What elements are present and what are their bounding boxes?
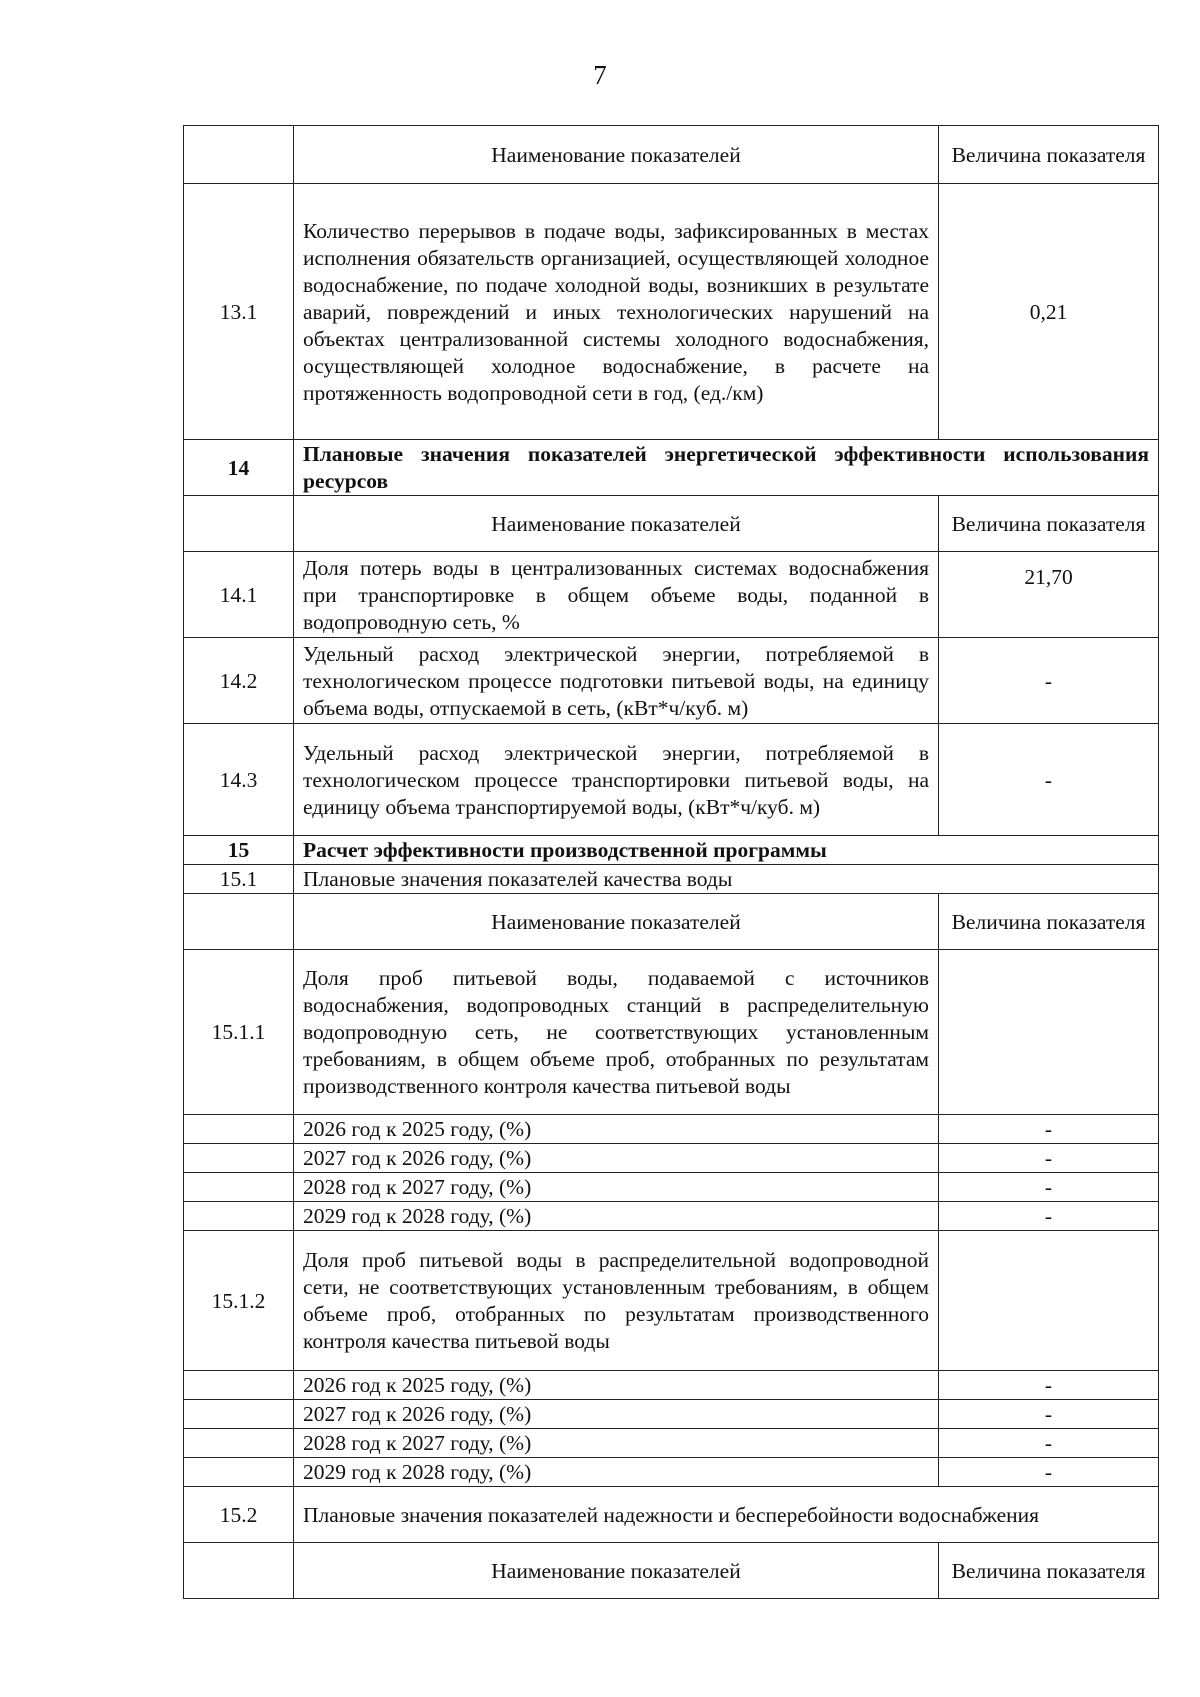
table-row: [184, 638, 1159, 724]
row-text: Доля проб питьевой воды, подаваемой с источников водоснабжения, водопроводных станций в распределительную водопроводную сеть, не соответствующих установленным требованиям, в общем объеме проб, отобранных по результатам производственного контроля качества питьевой воды: [294, 950, 939, 1115]
table-row: [184, 950, 1159, 1115]
year-row: [184, 1458, 1159, 1487]
table-row: [184, 184, 1159, 440]
table-row: [184, 1231, 1159, 1371]
header-value: Величина показателя: [939, 126, 1159, 184]
header-num-cell: [184, 496, 294, 552]
year-num-cell: [184, 1458, 294, 1487]
table-header-row: [184, 496, 1159, 552]
subsection-row: [184, 1487, 1159, 1543]
year-label: 2028 год к 2027 году, (%): [294, 1429, 939, 1458]
header-label: Наименование показателей: [294, 1543, 939, 1599]
year-num-cell: [184, 1115, 294, 1144]
section-title: Плановые значения показателей энергетической эффективности использования ресурсов: [294, 440, 1159, 496]
year-row: [184, 1371, 1159, 1400]
header-label: Наименование показателей: [294, 496, 939, 552]
table-header-row: [184, 126, 1159, 184]
year-value: -: [939, 1371, 1159, 1400]
year-row: [184, 1173, 1159, 1202]
section-number: 14: [184, 440, 294, 496]
header-value: Величина показателя: [939, 894, 1159, 950]
header-value: Величина показателя: [939, 496, 1159, 552]
section-title: Расчет эффективности производственной программы: [294, 836, 1159, 865]
section-row: [184, 440, 1159, 496]
subsection-title: Плановые значения показателей качества воды: [294, 865, 1159, 894]
year-value: -: [939, 1400, 1159, 1429]
header-label: Наименование показателей: [294, 126, 939, 184]
row-number: 15.1.1: [184, 950, 294, 1115]
subsection-title: Плановые значения показателей надежности и бесперебойности водоснабжения: [294, 1487, 1159, 1543]
year-label: 2028 год к 2027 году, (%): [294, 1173, 939, 1202]
year-num-cell: [184, 1429, 294, 1458]
year-num-cell: [184, 1173, 294, 1202]
year-value: -: [939, 1173, 1159, 1202]
section-number: 15: [184, 836, 294, 865]
year-row: [184, 1115, 1159, 1144]
year-num-cell: [184, 1202, 294, 1231]
row-text: Количество перерывов в подаче воды, зафиксированных в местах исполнения обязательств организацией, осуществляющей холодное водоснабжение, по подаче холодной воды, возникших в результате аварий, повреждений и иных технологических нарушений на объектах централизованной системы холодного водоснабжения, осуществляющей холодное водоснабжение, в расчете на протяженность водопроводной сети в год, (ед./км): [294, 184, 939, 440]
row-text: Удельный расход электрической энергии, потребляемой в технологическом процессе транспортировки питьевой воды, на единицу объема транспортируемой воды, (кВт*ч/куб. м): [294, 724, 939, 836]
year-num-cell: [184, 1371, 294, 1400]
year-row: [184, 1144, 1159, 1173]
subsection-number: 15.2: [184, 1487, 294, 1543]
year-label: 2026 год к 2025 году, (%): [294, 1115, 939, 1144]
year-value: -: [939, 1144, 1159, 1173]
row-number: 14.2: [184, 638, 294, 724]
year-row: [184, 1429, 1159, 1458]
row-text: Доля проб питьевой воды в распределительной водопроводной сети, не соответствующих установленным требованиям, в общем объеме проб, отобранных по результатам производственного контроля качества питьевой воды: [294, 1231, 939, 1371]
year-label: 2026 год к 2025 году, (%): [294, 1371, 939, 1400]
row-text: Доля потерь воды в централизованных системах водоснабжения при транспортировке в общем объеме воды, поданной в водопроводную сеть, %: [294, 552, 939, 638]
year-label: 2029 год к 2028 году, (%): [294, 1458, 939, 1487]
year-label: 2027 год к 2026 году, (%): [294, 1144, 939, 1173]
row-number: 14.1: [184, 552, 294, 638]
section-row: [184, 836, 1159, 865]
indicators-table: [183, 125, 1159, 1599]
row-number: 13.1: [184, 184, 294, 440]
year-num-cell: [184, 1400, 294, 1429]
header-num-cell: [184, 1543, 294, 1599]
year-value: -: [939, 1458, 1159, 1487]
row-number: 14.3: [184, 724, 294, 836]
row-value: [939, 1231, 1159, 1371]
year-num-cell: [184, 1144, 294, 1173]
header-num-cell: [184, 894, 294, 950]
year-label: 2029 год к 2028 году, (%): [294, 1202, 939, 1231]
row-text: Удельный расход электрической энергии, потребляемой в технологическом процессе подготовки питьевой воды, на единицу объема воды, отпускаемой в сеть, (кВт*ч/куб. м): [294, 638, 939, 724]
table-header-row: [184, 894, 1159, 950]
year-value: -: [939, 1429, 1159, 1458]
year-row: [184, 1400, 1159, 1429]
table-row: [184, 552, 1159, 638]
row-value: [939, 950, 1159, 1115]
row-number: 15.1.2: [184, 1231, 294, 1371]
subsection-number: 15.1: [184, 865, 294, 894]
row-value: 0,21: [939, 184, 1159, 440]
row-value: -: [939, 638, 1159, 724]
year-label: 2027 год к 2026 году, (%): [294, 1400, 939, 1429]
year-row: [184, 1202, 1159, 1231]
year-value: -: [939, 1202, 1159, 1231]
year-value: -: [939, 1115, 1159, 1144]
subsection-row: [184, 865, 1159, 894]
table-header-row: [184, 1543, 1159, 1599]
table-row: [184, 724, 1159, 836]
row-value: -: [939, 724, 1159, 836]
row-value: 21,70: [939, 552, 1159, 638]
header-value: Величина показателя: [939, 1543, 1159, 1599]
page-number: 7: [593, 60, 607, 90]
header-label: Наименование показателей: [294, 894, 939, 950]
header-num-cell: [184, 126, 294, 184]
